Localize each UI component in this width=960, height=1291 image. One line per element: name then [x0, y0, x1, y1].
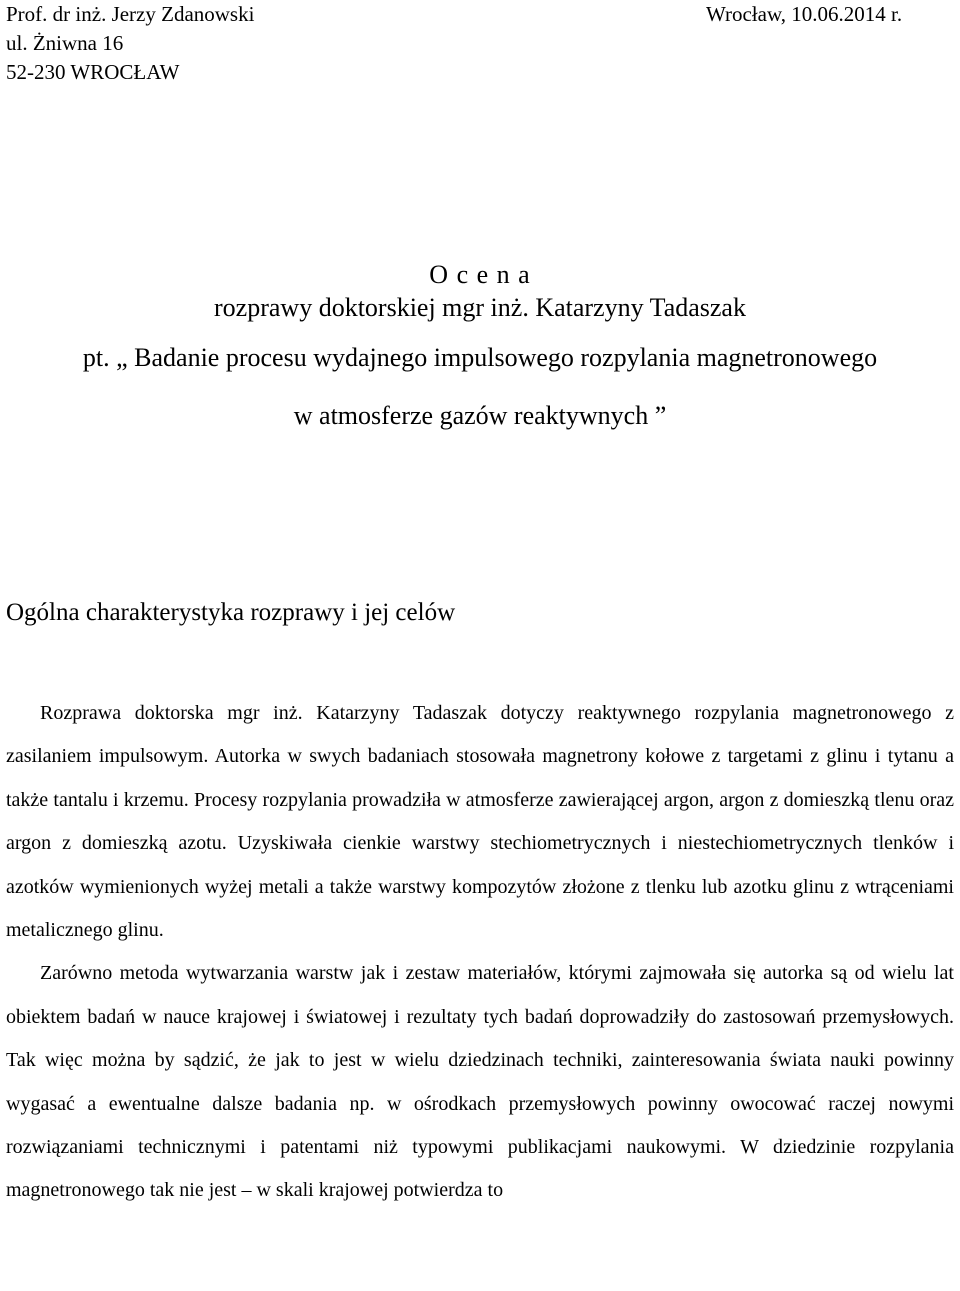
- paragraph-2: Zarówno metoda wytwarzania warstw jak i zestaw materiałów, którymi zajmowała się autorka są od wielu lat obiektem badań w nauce krajowej i światowej i rezultaty tych badań doprowadziły do zastosowań przemysłowych. Tak więc można by sądzić, że jak to jest w wielu dziedzinach techniki, zainteresowania świata nauki powinny wygasać a ewentualne dalsze badania np. w ośrodkach przemysłowych powinny owocować raczej nowymi rozwiązaniami technicznymi i patentami niż typowymi publikacjami naukowymi. W dziedzinie rozpylania magnetronowego tak nie jest – w skali krajowej potwierdza to: [6, 962, 954, 1202]
- review-subtitle: rozprawy doktorskiej mgr inż. Katarzyny Tadaszak: [214, 293, 746, 322]
- section-heading: Ogólna charakterystyka rozprawy i jej celów: [6, 599, 456, 626]
- paragraph-1: Rozprawa doktorska mgr inż. Katarzyny Tadaszak dotyczy reaktywnego rozpylania magnetronowego z zasilaniem impulsowym. Autorka w swych badaniach stosowała magnetrony kołowe z targetami z glinu i tytanu a także tantalu i krzemu. Procesy rozpylania prowadziła w atmosferze zawierającej argon, argon z domieszką tlenu oraz argon z domieszką azotu. Uzyskiwała cienkie warstwy stechiometrycznych i niestechiometrycznych tlenków i azotków wymienionych wyżej metali a także warstwy kompozytów złożone z tlenku lub azotku glinu z wtrąceniami metalicznego glinu.: [6, 702, 954, 942]
- place-and-date: Wrocław, 10.06.2014 r.: [706, 2, 903, 26]
- author-name: Prof. dr inż. Jerzy Zdanowski: [6, 2, 255, 26]
- dissertation-title-line-1: pt. „ Badanie procesu wydajnego impulsowego rozpylania magnetronowego: [82, 343, 878, 372]
- dissertation-title-line-2: w atmosferze gazów reaktywnych ”: [293, 401, 667, 430]
- author-postcode-city: 52-230 WROCŁAW: [6, 60, 180, 84]
- review-title-block: [0, 258, 960, 432]
- section-body: [6, 692, 954, 1213]
- author-address-block: [6, 0, 254, 87]
- author-street: ul. Żniwna 16: [6, 31, 124, 55]
- review-title: O c e n a: [429, 260, 531, 289]
